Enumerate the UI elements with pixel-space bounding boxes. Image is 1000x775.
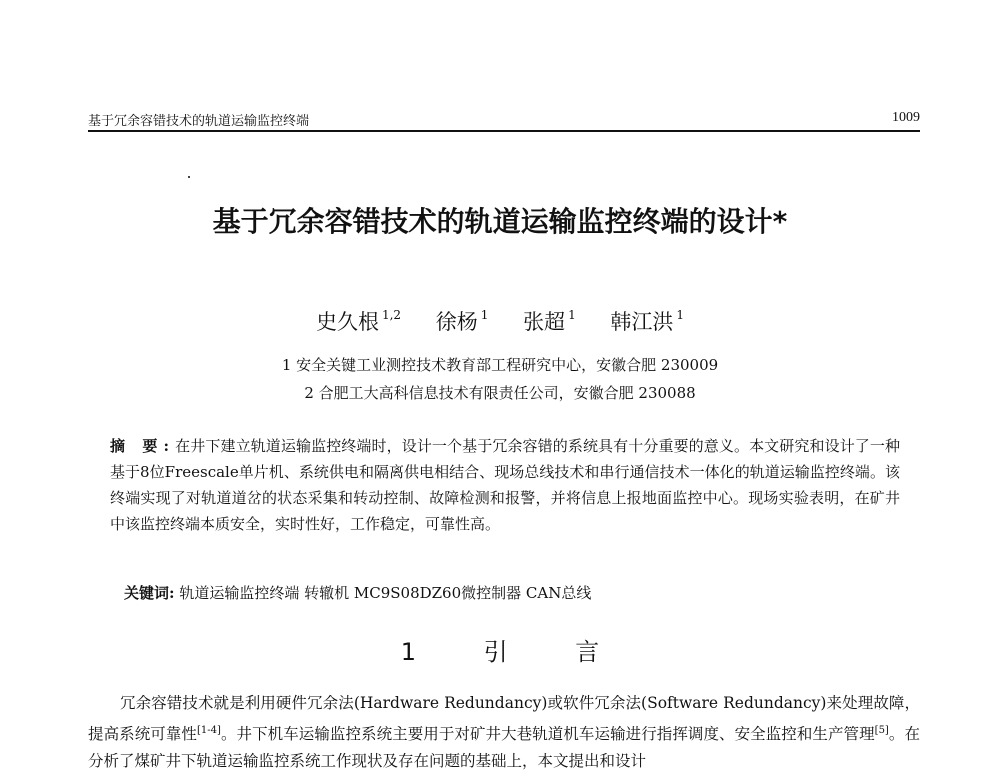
author: 徐杨 $^1$	[435, 308, 489, 334]
affiliation: 1 安全关键工业测控技术教育部工程研究中心，安徽合肥 230009	[281, 356, 719, 374]
scan-dot	[188, 176, 190, 178]
running-title: 基于冗余容错技术的轨道运输监控终端	[88, 114, 310, 129]
citation: [1-4]	[196, 725, 221, 736]
affiliation: 2 合肥工大高科信息技术有限责任公司，安徽合肥 230088	[304, 384, 696, 402]
keywords	[124, 582, 904, 603]
keywords-label: 关键词:	[124, 584, 175, 602]
body-text-segment: 。在分析了煤矿井下轨道运输监控系统工作现状及存在问题的基础上，本文提出和设计	[88, 725, 920, 771]
abstract-label: 摘 要:	[110, 437, 176, 455]
section-heading	[100, 632, 900, 667]
author-list	[100, 306, 900, 336]
keywords-text: 轨道运输监控终端 转辙机 MC9S08DZ60微控制器 CAN总线	[179, 584, 592, 602]
page-number: 1009	[892, 110, 920, 125]
running-header	[88, 108, 920, 132]
abstract	[110, 433, 900, 537]
author: 张超 $^1$	[523, 308, 576, 334]
citation: [5]	[874, 725, 889, 736]
author: 史久根 $^{1,2}$	[315, 308, 402, 334]
body-text-segment: 。井下机车运输监控系统主要用于对矿井大巷轨道机车运输进行指挥调度、安全监控和生产管理	[220, 725, 875, 744]
body-text-segment: 冗余容错技术就是利用硬件冗余法(Hardware Redundancy)或软件冗余法(Software Redundancy)来处理故障，提高系统可靠性	[88, 694, 920, 744]
author: 韩江洪 $^1$	[610, 308, 685, 334]
section-number: 1	[400, 638, 416, 666]
paper-title: 基于冗余容错技术的轨道运输监控终端的设计*	[212, 205, 788, 238]
abstract-text: 在井下建立轨道运输监控终端时，设计一个基于冗余容错的系统具有十分重要的意义。本文研究和设计了一种基于8位Freescale单片机、系统供电和隔离供电相结合、现场总线技术和串行通信技术一体化的轨道运输监控终端。该终端实现了对轨道道岔的状态采集和转动控制、故障检测和报警，并将信息上报地面监控中心。现场实验表明，在矿井中该监控终端本质安全，实时性好，工作稳定，可靠性高。	[110, 437, 900, 533]
section-title: 引 言	[483, 638, 600, 666]
body-paragraph	[88, 690, 920, 775]
